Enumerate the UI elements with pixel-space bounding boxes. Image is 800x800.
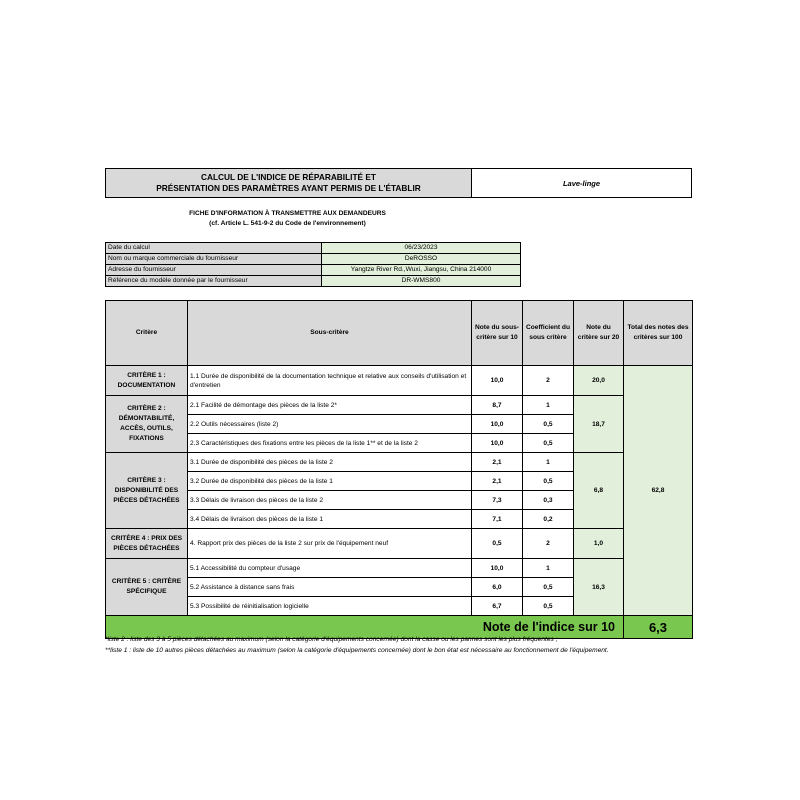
info-label: Date du calcul xyxy=(106,243,322,254)
sub-note: 2,1 xyxy=(472,472,523,491)
supplier-info-table xyxy=(105,242,521,287)
sub-coef: 0,5 xyxy=(523,415,574,434)
sub-criterion: 3.1 Durée de disponibilité des pièces de la liste 2 xyxy=(188,453,472,472)
table-row xyxy=(106,559,693,578)
info-label: Nom ou marque commerciale du fournisseur xyxy=(106,254,322,265)
info-row xyxy=(106,254,521,265)
sub-note: 0,5 xyxy=(472,529,523,559)
sub-note: 10,0 xyxy=(472,415,523,434)
col-coef: Coefficient du sous critère xyxy=(523,301,574,366)
sub-note: 7,1 xyxy=(472,510,523,529)
sub-coef: 1 xyxy=(523,559,574,578)
footnote: **liste 1 : liste de 10 autres pièces détachées au maximum (selon la catégorie d'équipements concernée) dont le bon état est nécessaire au fonctionnement de l'équipement. xyxy=(105,647,609,654)
info-row xyxy=(106,276,521,287)
header-title-line2: PRÉSENTATION DES PARAMÈTRES AYANT PERMIS DE L'ÉTABLIR xyxy=(156,183,421,193)
sub-criterion: 2.2 Outils nécessaires (liste 2) xyxy=(188,415,472,434)
sub-criterion: 5.1 Accessibilité du compteur d'usage xyxy=(188,559,472,578)
table-row xyxy=(106,396,693,415)
criterion-score: 18,7 xyxy=(574,396,624,453)
col-note-sous: Note du sous-critère sur 10 xyxy=(472,301,523,366)
criterion-name: CRITÈRE 3 : DISPONIBILITÉ DES PIÈCES DÉTACHÉES xyxy=(106,453,188,529)
fiche-line1: FICHE D'INFORMATION À TRANSMETTRE AUX DEMANDEURS xyxy=(189,210,386,217)
col-critere: Critère xyxy=(106,301,188,366)
col-sous-critere: Sous-critère xyxy=(188,301,472,366)
sub-note: 10,0 xyxy=(472,434,523,453)
sub-note: 6,7 xyxy=(472,597,523,616)
header-title-line1: CALCUL DE L'INDICE DE RÉPARABILITÉ ET xyxy=(201,172,376,182)
footnote: *liste 2 : liste des 3 à 5 pièces détachées au maximum (selon la catégorie d'équipements concernée) dont la casse ou les pannes sont les plus fréquentes ; xyxy=(105,636,558,643)
sub-note: 6,0 xyxy=(472,578,523,597)
criterion-name: CRITÈRE 1 : DOCUMENTATION xyxy=(106,366,188,396)
sub-coef: 0,5 xyxy=(523,578,574,597)
sub-note: 7,3 xyxy=(472,491,523,510)
sub-criterion: 2.1 Facilité de démontage des pièces de la liste 2* xyxy=(188,396,472,415)
info-value: 06/23/2023 xyxy=(322,243,521,254)
col-total: Total des notes des critères sur 100 xyxy=(624,301,693,366)
sub-coef: 0,5 xyxy=(523,472,574,491)
table-row xyxy=(106,453,693,472)
info-row xyxy=(106,265,521,276)
sub-coef: 2 xyxy=(523,366,574,396)
sub-coef: 0,5 xyxy=(523,434,574,453)
info-label: Adresse du fournisseur xyxy=(106,265,322,276)
table-row xyxy=(106,529,693,559)
final-score: 6,3 xyxy=(624,616,693,639)
fiche-line2: (cf. Article L. 541-9-2 du Code de l'environnement) xyxy=(209,220,366,227)
sub-criterion: 3.3 Délais de livraison des pièces de la liste 2 xyxy=(188,491,472,510)
sub-coef: 1 xyxy=(523,453,574,472)
sub-note: 2,1 xyxy=(472,453,523,472)
header-box xyxy=(105,168,692,198)
sub-criterion: 2.3 Caractéristiques des fixations entre les pièces de la liste 1** et de la liste 2 xyxy=(188,434,472,453)
criterion-name: CRITÈRE 4 : PRIX DES PIÈCES DÉTACHÉES xyxy=(106,529,188,559)
info-value: DeROSSO xyxy=(322,254,521,265)
sub-note: 10,0 xyxy=(472,366,523,396)
sub-criterion: 4. Rapport prix des pièces de la liste 2 sur prix de l'équipement neuf xyxy=(188,529,472,559)
final-label: Note de l'indice sur 10 xyxy=(106,616,624,639)
fiche-heading xyxy=(105,209,470,229)
sub-coef: 2 xyxy=(523,529,574,559)
total-score: 62,8 xyxy=(624,366,693,616)
criterion-score: 6,8 xyxy=(574,453,624,529)
sub-coef: 0,3 xyxy=(523,491,574,510)
table-row xyxy=(106,366,693,396)
footnotes xyxy=(105,634,705,656)
sub-coef: 1 xyxy=(523,396,574,415)
sub-criterion: 5.2 Assistance à distance sans frais xyxy=(188,578,472,597)
scoring-table xyxy=(105,300,693,639)
criterion-score: 20,0 xyxy=(574,366,624,396)
product-type: Lave-linge xyxy=(562,178,601,188)
criterion-name: CRITÈRE 2 : DÉMONTABILITÉ, ACCÈS, OUTILS, FIXATIONS xyxy=(106,396,188,453)
info-value: DR-WMS800 xyxy=(322,276,521,287)
sub-criterion: 5.3 Possibilité de réinitialisation logicielle xyxy=(188,597,472,616)
criterion-score: 16,3 xyxy=(574,559,624,616)
sub-note: 8,7 xyxy=(472,396,523,415)
sub-note: 10,0 xyxy=(472,559,523,578)
sub-coef: 0,5 xyxy=(523,597,574,616)
info-label: Référence du modèle donnée par le fournisseur xyxy=(106,276,322,287)
sub-criterion: 1.1 Durée de disponibilité de la documentation technique et relative aux conseils d'utilisation et d'entretien xyxy=(188,366,472,396)
criterion-name: CRITÈRE 5 : CRITÈRE SPÉCIFIQUE xyxy=(106,559,188,616)
criterion-score: 1,0 xyxy=(574,529,624,559)
col-note-crit: Note du critère sur 20 xyxy=(574,301,624,366)
sub-coef: 0,2 xyxy=(523,510,574,529)
info-value: Yangtze River Rd.,Wuxi, Jiangsu, China 214000 xyxy=(322,265,521,276)
header-title xyxy=(106,169,472,197)
sub-criterion: 3.4 Délais de livraison des pièces de la liste 1 xyxy=(188,510,472,529)
header-row xyxy=(106,301,693,366)
sub-criterion: 3.2 Durée de disponibilité des pièces de la liste 1 xyxy=(188,472,472,491)
info-row xyxy=(106,243,521,254)
